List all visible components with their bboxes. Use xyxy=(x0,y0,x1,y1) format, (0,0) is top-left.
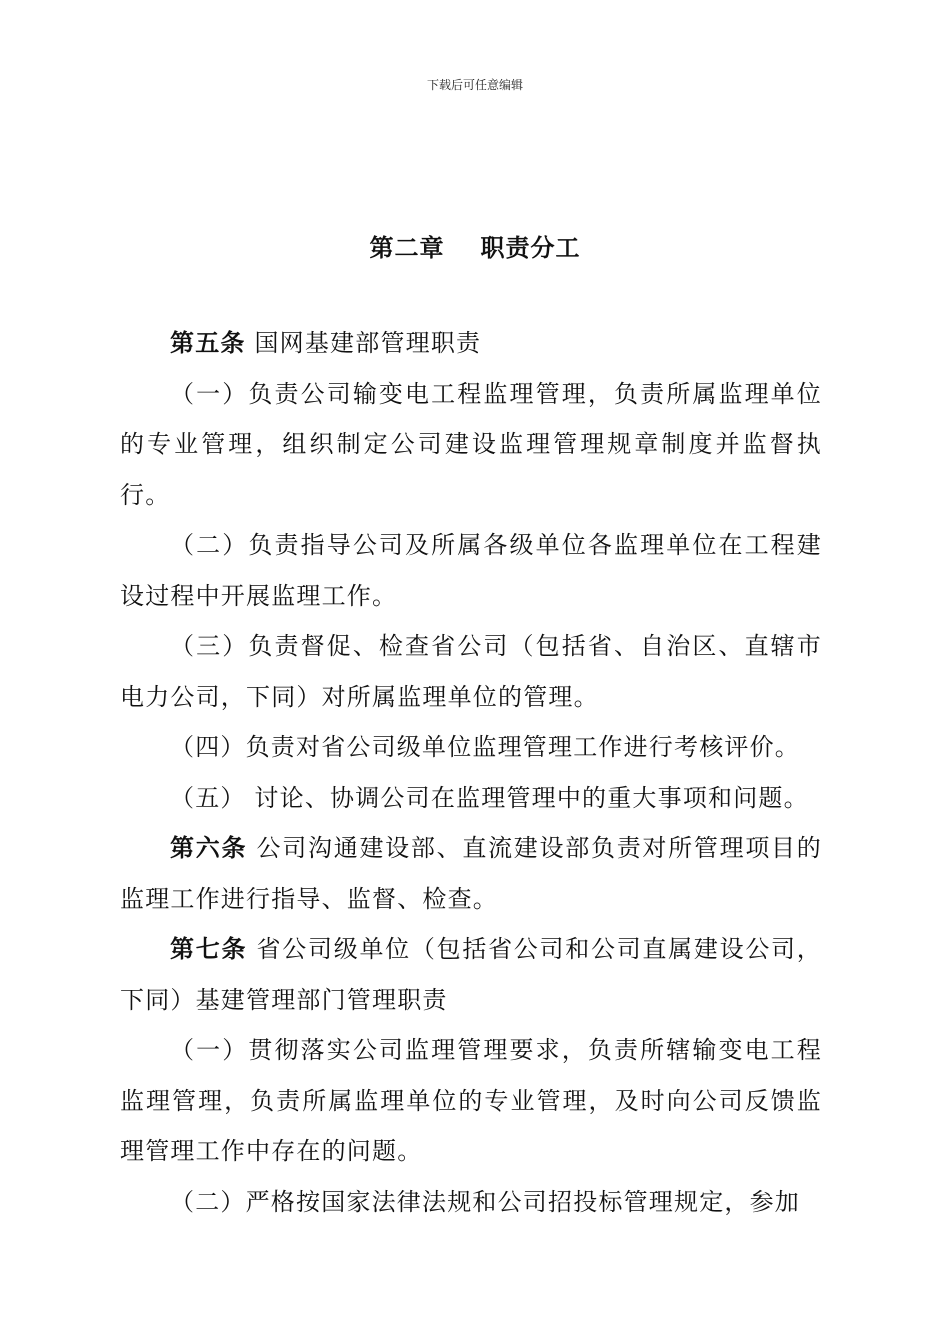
chapter-title xyxy=(0,228,950,263)
paragraph-text: 国网基建部管理职责 xyxy=(254,329,482,357)
article-label: 第七条 xyxy=(170,935,248,963)
paragraph-text: （四）负责对省公司级单位监理管理工作进行考核评价。 xyxy=(170,733,800,761)
chapter-number: 第二章 xyxy=(369,234,445,262)
paragraph-text: 公司沟通建设部、直流建设部负责对所管理项目的监理工作进行指导、监督、检查。 xyxy=(120,834,822,913)
paragraph xyxy=(120,369,822,521)
paragraph-text: （二）负责指导公司及所属各级单位各监理单位在工程建设过程中开展监理工作。 xyxy=(120,531,822,610)
paragraph xyxy=(120,520,822,621)
paragraph xyxy=(120,1177,822,1228)
paragraph xyxy=(120,773,822,824)
paragraph xyxy=(120,924,822,1025)
header-note: 下载后可任意编辑 xyxy=(426,78,523,92)
paragraph-text: （二）严格按国家法律法规和公司招投标管理规定，参加 xyxy=(170,1187,800,1216)
paragraph-text: （三）负责督促、检查省公司（包括省、自治区、直辖市电力公司，下同）对所属监理单位的管理。 xyxy=(120,632,822,711)
paragraph xyxy=(120,318,822,369)
chapter-name: 职责分工 xyxy=(480,234,581,262)
paragraph xyxy=(120,621,822,722)
paragraph xyxy=(120,722,822,773)
paragraph xyxy=(120,823,822,924)
article-label: 第五条 xyxy=(170,329,246,357)
paragraph-text: 省公司级单位（包括省公司和公司直属建设公司，下同）基建管理部门管理职责 xyxy=(120,935,822,1014)
article-label: 第六条 xyxy=(170,834,248,862)
paragraph xyxy=(120,1025,822,1177)
paragraph-text: （五） 讨论、协调公司在监理管理中的重大事项和问题。 xyxy=(170,783,809,812)
body-text xyxy=(120,318,822,1227)
paragraph-text: （一）负责公司输变电工程监理管理，负责所属监理单位的专业管理，组织制定公司建设监理管理规章制度并监督执行。 xyxy=(120,379,822,509)
paragraph-text: （一）贯彻落实公司监理管理要求，负责所辖输变电工程监理管理，负责所属监理单位的专业管理，及时向公司反馈监理管理工作中存在的问题。 xyxy=(120,1036,822,1165)
